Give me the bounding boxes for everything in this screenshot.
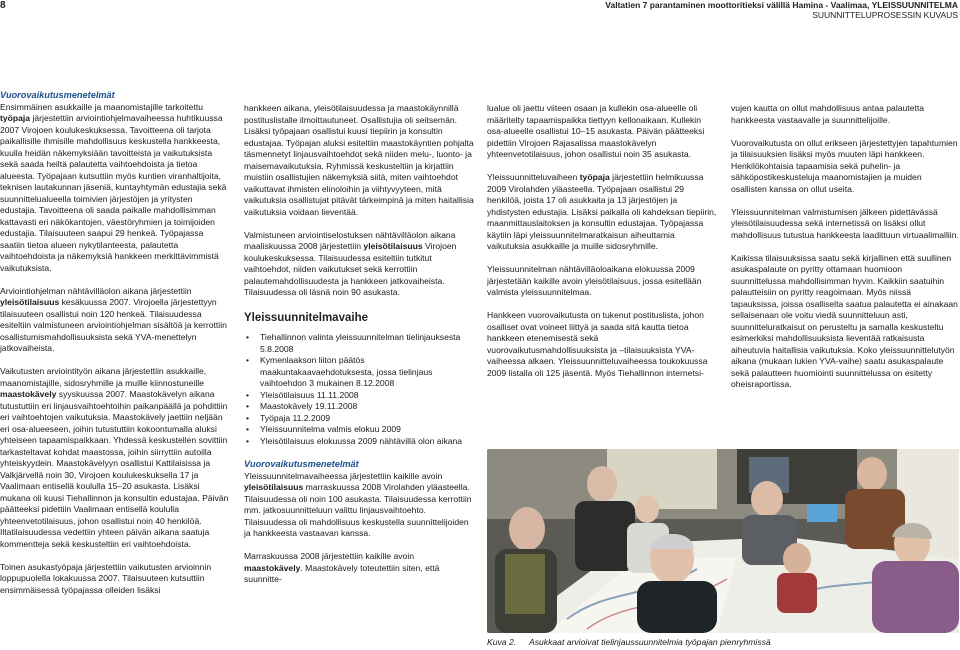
paragraph: lualue oli jaettu viiteen osaan ja kullekin osa-alueelle oli määritelty tapaamispaikka tiettyyn kellonaikaan. Kullekin osa-alueelle osallistui 10–15 asukasta. Päivän päätteeksi pidettiin Virojoen Rajasalissa maastokävelyn yhteenvetotilaisuus, johon osallistui noin 35 asukasta. [487,103,705,159]
text-column-1 [0,90,230,596]
section-heading: Vuorovaikutusmenetelmät [244,459,359,469]
paragraph: Toinen asukastyöpaja järjestettiin vaikutusten arvioinnin loppupuolella lokakuussa 2007. Tilaisuuteen kutsuttiin ensimmäisessä työpajassa olleiden lisäksi [0,561,212,595]
list-item: • Yleissuunnitelma valmis elokuu 2009 [244,424,474,436]
paragraph: Yleissuunnitteluvaiheen työpaja järjestettiin helmikuussa 2009 Virolahden yläasteella. Työpajaan osallistui 29 henkilöä, joista 17 oli asukkaita ja 13 järjestöjen ja yhdistysten edustajia. Lisäksi paikalla oli kahdeksan tiepiirin, maanmittauslaitoksen ja konsultin edustajaa. Työpajassa käytiin läpi yleissuunnitelmaratkaisun aiheuttamia vaikutuksia asukkaille ja muille sidosryhmille. [487,172,717,251]
milestone-list [244,332,474,447]
section-heading: Yleissuunnitelmavaihe [244,311,368,324]
paragraph: Vuorovaikutusta on ollut erikseen järjestettyjen tapahtumien ja tilaisuuksien lisäksi myös muuten läpi hankkeen. Henkilökohtaisia tapaamisia sekä puhelin- ja sähköpostikeskusteluja maanomistajien ja muiden osallisten kanssa on ollut useita. [731,137,958,194]
list-item: • Kymenlaakson liiton päätös maakuntakaavaehdotuksesta, jossa tielinjaus vaihtoehdon 3 mukainen 8.12.2008 [244,355,474,390]
figure-label: Kuva 2. [487,637,517,647]
text-column-4 [731,103,959,391]
figure-caption-text: Asukkaat arvioivat tielinjaussuunnitelmia työpajan pienryhmissä [529,637,771,647]
paragraph: Valmistuneen arviointiselostuksen nähtävilläolon aikana maaliskuussa 2008 järjestettiin yleisötilaisuus Virojoen koulukeskuksessa. Tilaisuudessa esiteltiin tutkitut vaihtoehdot, niiden vaikutukset sekä kerrottiin palautemahdollisuudesta ja hankkeen jatkovaiheista. Tilaisuudessa oli läsnä noin 90 asukasta. [244,229,457,297]
paragraph: Yleissuunnitelmavaiheessa järjestettiin kaikille avoin yleisötilaisuus marraskuussa 2008 Virolahden yläasteella. Tilaisuudessa oli noin 100 asukasta. Tilaisuudessa kerrottiin mm. jatkosuunnitteluun valittu linjausvaihtoehto. Tilaisuudessa oli mahdollisuus keskustella suunnittelijoiden ja hankkeesta vastaavan kanssa. [244,470,472,538]
paragraph: Yleissuunnitelman nähtävilläoloaikana elokuussa 2009 järjestetään kaikille avoin yleisötilaisuus, jossa esitellään valmista yleissuunnitelmaa. [487,264,702,297]
section-heading: Vuorovaikutusmenetelmät [0,90,115,100]
paragraph: Ensimmäinen asukkaille ja maanomistajille tarkoitettu työpaja järjestettiin arviointiohjelmavaiheessa huhtikuussa 2007 Virojoen koulukeskuksessa. Tavoitteena oli tarjota paikallisille ihmisille mahdollisuus keskustella hankkeesta, kuulla heidän näkemyksiään tavoitteista ja vaikutuksista sekä saada heiltä palautetta vaihtoehdoista ja tietoa alueesta. Työpajaan kutsuttiin myös kuntien viranhaltijoita, teknisen lautakunnan jäseniä, kuntayhtymän edustajia sekä suunnittelualueella toimivien järjestöjen ja yritysten edustajia. Tavoitteena oli saada paikalle mahdollisimman kattavasti eri näkökantojen, väestöryhmien ja toimijoiden edustajia. Tilaisuuteen saapui 29 henkeä. Työpajassa saatiin tietoa alueen nykytilanteesta, palautetta vaihtoehdoista ja näkemyksiä hankkeen merkittävimmistä vaikutuksista. [0,101,227,273]
list-item: • Tiehallinnon valinta yleissuunnitelman tielinjauksesta 5.8.2008 [244,332,474,355]
paragraph: Hankkeen vuorovaikutusta on tukenut postituslista, johon osalliset ovat voineet liittyä ja saada sitä kautta tietoa hankkeen etenemisestä sekä vuorovaikutusmahdollisuuksista ja –tilaisuuksista YVA-vaiheessa alkaen. Yleissuunnitteluvaiheessa toukokuussa 2009 listalla oli 125 jäsentä. Myös Tiehallinnon internetsi- [487,310,708,378]
paragraph: Marraskuussa 2008 järjestettiin kaikille avoin maastokävely. Maastokävely toteutettiin siten, että suunnitte- [244,551,440,584]
running-header [605,0,958,20]
paragraph: Yleissuunnitelman valmistumisen jälkeen pidettävässä yleisötilaisuudessa sekä internetissä on lisäksi ollut mahdollisuus tutustua hankkeesta laadittuun virtuaalimalliin. [731,206,959,240]
list-item: • Yleisötilaisuus 11.11.2008 [244,390,474,402]
list-item: • Maastokävely 19.11.2008 [244,401,474,413]
workshop-photo [487,449,959,633]
header-subtitle: SUUNNITTELUPROSESSIN KUVAUS [812,10,958,20]
list-item: • Yleisötilaisuus elokuussa 2009 nähtävillä olon aikana [244,436,474,448]
header-title: Valtatien 7 parantaminen moottoritieksi välillä Hamina - Vaalimaa, YLEISSUUNNITELMA [605,0,958,10]
paragraph: hankkeen aikana, yleisötilaisuudessa ja maastokäynnillä postituslistalle ilmoittautuneet. Osallistujia oli seitsemän. Lisäksi työpajaan osallistui kuusi tiepiirin ja konsultin edustajaa. Työpajan aluksi esiteltiin maastokäyntien pohjalta täsmennetyt linjausvaihtoehdot sekä niiden melu-, luonto- ja maisemavaikutuksia. Ryhmissä keskusteltiin ja kirjattiin muistiin osallistujien näkemyksiä siitä, miten vaihtoehdot vaikuttavat ihmisten elinoloihin ja viihtyvyyteen, mitä vaikutuksia osallistujat pitävät tärkeimpinä ja miten haitallisia vaikutuksia voidaan lieventää. [244,103,474,217]
paragraph: vujen kautta on ollut mahdollisuus antaa palautetta hankkeesta vastaavalle ja suunnittelijoille. [731,103,925,125]
text-column-3 [487,103,717,379]
workshop-photo-illustration [487,449,959,633]
paragraph: Kaikissa tilaisuuksissa saatu sekä kirjallinen että suullinen asukaspalaute on pyritty ottamaan huomioon suunnittelussa mahdollisimman hyvin. Kaikkiin saatuihin palautteisiin on pyritty reagoimaan. Myös niissä tapauksissa, joissa osalliselta saatua palautetta ei ainakaan sellaisenaan ole voitu viedä suunnitteluun asti, suunnitteluratkaisut on perusteltu ja samalla keskusteltu esimerkiksi mahdollisuuksista lieventää ratkaisusta aiheutuvia haitallisia vaikutuksia. Koko yleissuunnittelutyön aikana (mukaan lukien YVA-vaihe) saatu asukaspalaute sekä palautteen huomiointi suunnittelussa on esitetty oheisraportissa. [731,252,958,389]
paragraph: Arviointiohjelman nähtävilläolon aikana järjestettiin yleisötilaisuus kesäkuussa 2007. Virojoella järjestettyyn tilaisuuteen osallistui noin 120 henkeä. Tilaisuudessa esiteltiin valmistuneen arviointiohjelman sisältöä ja kerrottiin osallistumismahdollisuuksista sekä YVA-menettelyn jatkovaiheista. [0,285,227,353]
paragraph: Vaikutusten arviointityön aikana järjestettiin asukkaille, maanomistajille, sidosryhmille ja muille kiinnostuneille maastokävely syyskuussa 2007. Maastokävelyn aikana tutustuttiin eri linjausvaihtoehtoihin paikanpäällä ja pohdittiin eri vaihtoehtojen vaikutuksia. Maastokävely jaettiin neljään eri osa-alueeseen, joihin tutustuttiin kokoontumalla aluksi yhteiseen tapaamispaikkaan. Yhdessä keskustellen sovittiin tarkasteltavat kohdat maastossa, joihin siirryttiin autoilla yhteiskyydein. Maastokävelyyn osallistui Kattilaisissa ja Valkjärvellä noin 30, Virojoen koulukeskuksella 17 ja Vaalimaan entisellä koululla 15–20 asukasta. Lisäksi mukana oli kuusi Tiehallinnon ja konsultin edustajaa. Päivän päätteeksi pidettiin Vaalimaan entisellä koululla yhteenvetotilaisuus, johon osallistui noin 40 henkilöä. Iltatilaisuudessa vedettiin yhteen päivän aikana saatuja kommentteja sekä keskusteltiin eri vaihtoehdoista. [0,366,229,549]
text-column-2 [244,103,474,586]
list-item: • Työpaja 11.2.2009 [244,413,474,425]
page-number: 8 [0,0,6,11]
figure-caption [487,637,959,647]
